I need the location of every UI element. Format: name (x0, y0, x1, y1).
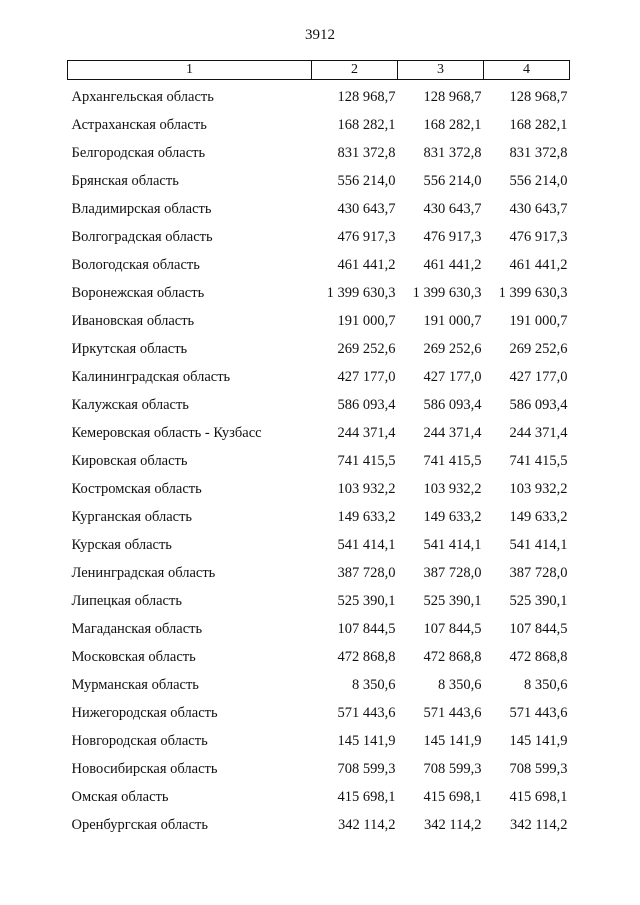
value-col-2: 586 093,4 (337, 397, 396, 413)
value-col-4: 269 252,6 (509, 341, 568, 357)
region-name: Нижегородская область (71, 705, 218, 721)
value-col-3: 168 282,1 (423, 117, 482, 133)
value-col-2: 472 868,8 (337, 649, 396, 665)
value-col-2: 8 350,6 (352, 677, 396, 693)
value-col-4: 244 371,4 (509, 425, 568, 441)
value-col-3: 541 414,1 (423, 537, 482, 553)
region-name: Иркутская область (71, 341, 188, 357)
region-name: Оренбургская область (71, 817, 209, 833)
region-name: Астраханская область (71, 117, 207, 133)
table-row (68, 442, 570, 470)
column-header-1: 1 (68, 61, 312, 80)
value-col-3: 586 093,4 (423, 397, 482, 413)
table-row (68, 498, 570, 526)
region-name: Курганская область (71, 509, 193, 525)
region-name: Воронежская область (71, 285, 205, 301)
table-row (68, 162, 570, 190)
region-name: Калининградская область (71, 369, 231, 385)
value-col-4: 342 114,2 (510, 817, 568, 833)
value-col-3: 107 844,5 (423, 621, 482, 637)
table-row (68, 134, 570, 162)
value-col-2: 103 932,2 (337, 481, 396, 497)
value-col-3: 461 441,2 (423, 257, 482, 273)
region-name: Кировская область (71, 453, 188, 469)
value-col-3: 244 371,4 (423, 425, 482, 441)
table-row (68, 638, 570, 666)
table-row (68, 302, 570, 330)
region-name: Новгородская область (71, 733, 208, 749)
region-name: Волгоградская область (71, 229, 213, 245)
value-col-2: 128 968,7 (337, 89, 396, 105)
value-col-2: 708 599,3 (337, 761, 396, 777)
region-name: Кемеровская область - Кузбасс (71, 425, 262, 441)
value-col-4: 708 599,3 (509, 761, 568, 777)
value-col-3: 415 698,1 (423, 789, 482, 805)
value-col-2: 541 414,1 (337, 537, 396, 553)
value-col-2: 191 000,7 (337, 313, 396, 329)
value-col-2: 571 443,6 (337, 705, 396, 721)
value-col-4: 476 917,3 (509, 229, 568, 245)
value-col-3: 556 214,0 (423, 173, 482, 189)
value-col-3: 427 177,0 (423, 369, 482, 385)
value-col-4: 168 282,1 (509, 117, 568, 133)
value-col-2: 741 415,5 (337, 453, 396, 469)
value-col-4: 571 443,6 (509, 705, 568, 721)
table-header (68, 61, 570, 80)
table-row (68, 610, 570, 638)
value-col-4: 103 932,2 (509, 481, 568, 497)
region-name: Владимирская область (71, 201, 212, 217)
table-row (68, 806, 570, 834)
region-name: Ленинградская область (71, 565, 216, 581)
table-row (68, 778, 570, 806)
value-col-3: 525 390,1 (423, 593, 482, 609)
value-col-4: 831 372,8 (509, 145, 568, 161)
region-name: Московская область (71, 649, 196, 665)
value-col-2: 1 399 630,3 (326, 285, 396, 301)
value-col-2: 461 441,2 (337, 257, 396, 273)
value-col-4: 430 643,7 (509, 201, 568, 217)
region-name: Мурманская область (71, 677, 199, 693)
region-name: Ивановская область (71, 313, 195, 329)
value-col-3: 708 599,3 (423, 761, 482, 777)
table-row (68, 274, 570, 302)
value-col-2: 244 371,4 (337, 425, 396, 441)
region-name: Калужская область (71, 397, 189, 413)
value-col-4: 387 728,0 (509, 565, 568, 581)
value-col-3: 741 415,5 (423, 453, 482, 469)
region-name: Магаданская область (71, 621, 203, 637)
value-col-2: 831 372,8 (337, 145, 396, 161)
region-name: Архангельская область (71, 89, 214, 105)
table-row (68, 414, 570, 442)
table-row (68, 470, 570, 498)
region-name: Белгородская область (71, 145, 206, 161)
value-col-2: 149 633,2 (337, 509, 396, 525)
region-name: Липецкая область (71, 593, 182, 609)
value-col-2: 476 917,3 (337, 229, 396, 245)
value-col-4: 472 868,8 (509, 649, 568, 665)
region-name: Костромская область (71, 481, 202, 497)
value-col-3: 145 141,9 (423, 733, 482, 749)
value-col-4: 191 000,7 (509, 313, 568, 329)
column-header-3: 3 (398, 61, 484, 80)
value-col-4: 8 350,6 (524, 677, 568, 693)
value-col-3: 387 728,0 (423, 565, 482, 581)
column-header-4: 4 (484, 61, 570, 80)
table-body (68, 80, 570, 835)
value-col-4: 461 441,2 (509, 257, 568, 273)
value-col-4: 556 214,0 (509, 173, 568, 189)
value-col-3: 472 868,8 (423, 649, 482, 665)
column-header-2: 2 (312, 61, 398, 80)
value-col-3: 191 000,7 (423, 313, 482, 329)
value-col-4: 741 415,5 (509, 453, 568, 469)
value-col-4: 525 390,1 (509, 593, 568, 609)
value-col-3: 831 372,8 (423, 145, 482, 161)
value-col-3: 128 968,7 (423, 89, 482, 105)
value-col-4: 145 141,9 (509, 733, 568, 749)
value-col-2: 427 177,0 (337, 369, 396, 385)
value-col-2: 168 282,1 (337, 117, 396, 133)
table-row (68, 218, 570, 246)
region-name: Курская область (71, 537, 172, 553)
value-col-2: 556 214,0 (337, 173, 396, 189)
table-row (68, 694, 570, 722)
table-row (68, 106, 570, 134)
value-col-3: 269 252,6 (423, 341, 482, 357)
value-col-3: 149 633,2 (423, 509, 482, 525)
region-name: Новосибирская область (71, 761, 218, 777)
value-col-4: 427 177,0 (509, 369, 568, 385)
table-row (68, 666, 570, 694)
table-row (68, 750, 570, 778)
table-row (68, 80, 570, 107)
region-name: Вологодская область (71, 257, 200, 273)
table-row (68, 330, 570, 358)
value-col-3: 476 917,3 (423, 229, 482, 245)
value-col-4: 107 844,5 (509, 621, 568, 637)
value-col-2: 342 114,2 (338, 817, 396, 833)
table-row (68, 722, 570, 750)
value-col-3: 8 350,6 (438, 677, 482, 693)
table-row (68, 386, 570, 414)
value-col-3: 1 399 630,3 (412, 285, 482, 301)
table-row (68, 582, 570, 610)
value-col-4: 541 414,1 (509, 537, 568, 553)
table-row (68, 358, 570, 386)
table-row (68, 190, 570, 218)
value-col-2: 107 844,5 (337, 621, 396, 637)
table-row (68, 246, 570, 274)
value-col-4: 149 633,2 (509, 509, 568, 525)
value-col-2: 525 390,1 (337, 593, 396, 609)
value-col-4: 128 968,7 (509, 89, 568, 105)
table-row (68, 526, 570, 554)
table-row (68, 554, 570, 582)
value-col-2: 430 643,7 (337, 201, 396, 217)
value-col-2: 415 698,1 (337, 789, 396, 805)
value-col-3: 103 932,2 (423, 481, 482, 497)
value-col-4: 1 399 630,3 (498, 285, 568, 301)
value-col-2: 387 728,0 (337, 565, 396, 581)
value-col-4: 586 093,4 (509, 397, 568, 413)
region-name: Омская область (71, 789, 169, 805)
value-col-2: 269 252,6 (337, 341, 396, 357)
region-budget-table (67, 60, 570, 834)
value-col-3: 342 114,2 (424, 817, 482, 833)
region-name: Брянская область (71, 173, 179, 189)
value-col-4: 415 698,1 (509, 789, 568, 805)
value-col-2: 145 141,9 (337, 733, 396, 749)
header-row (68, 61, 570, 80)
page-number: 3912 (305, 27, 335, 43)
value-col-3: 430 643,7 (423, 201, 482, 217)
value-col-3: 571 443,6 (423, 705, 482, 721)
